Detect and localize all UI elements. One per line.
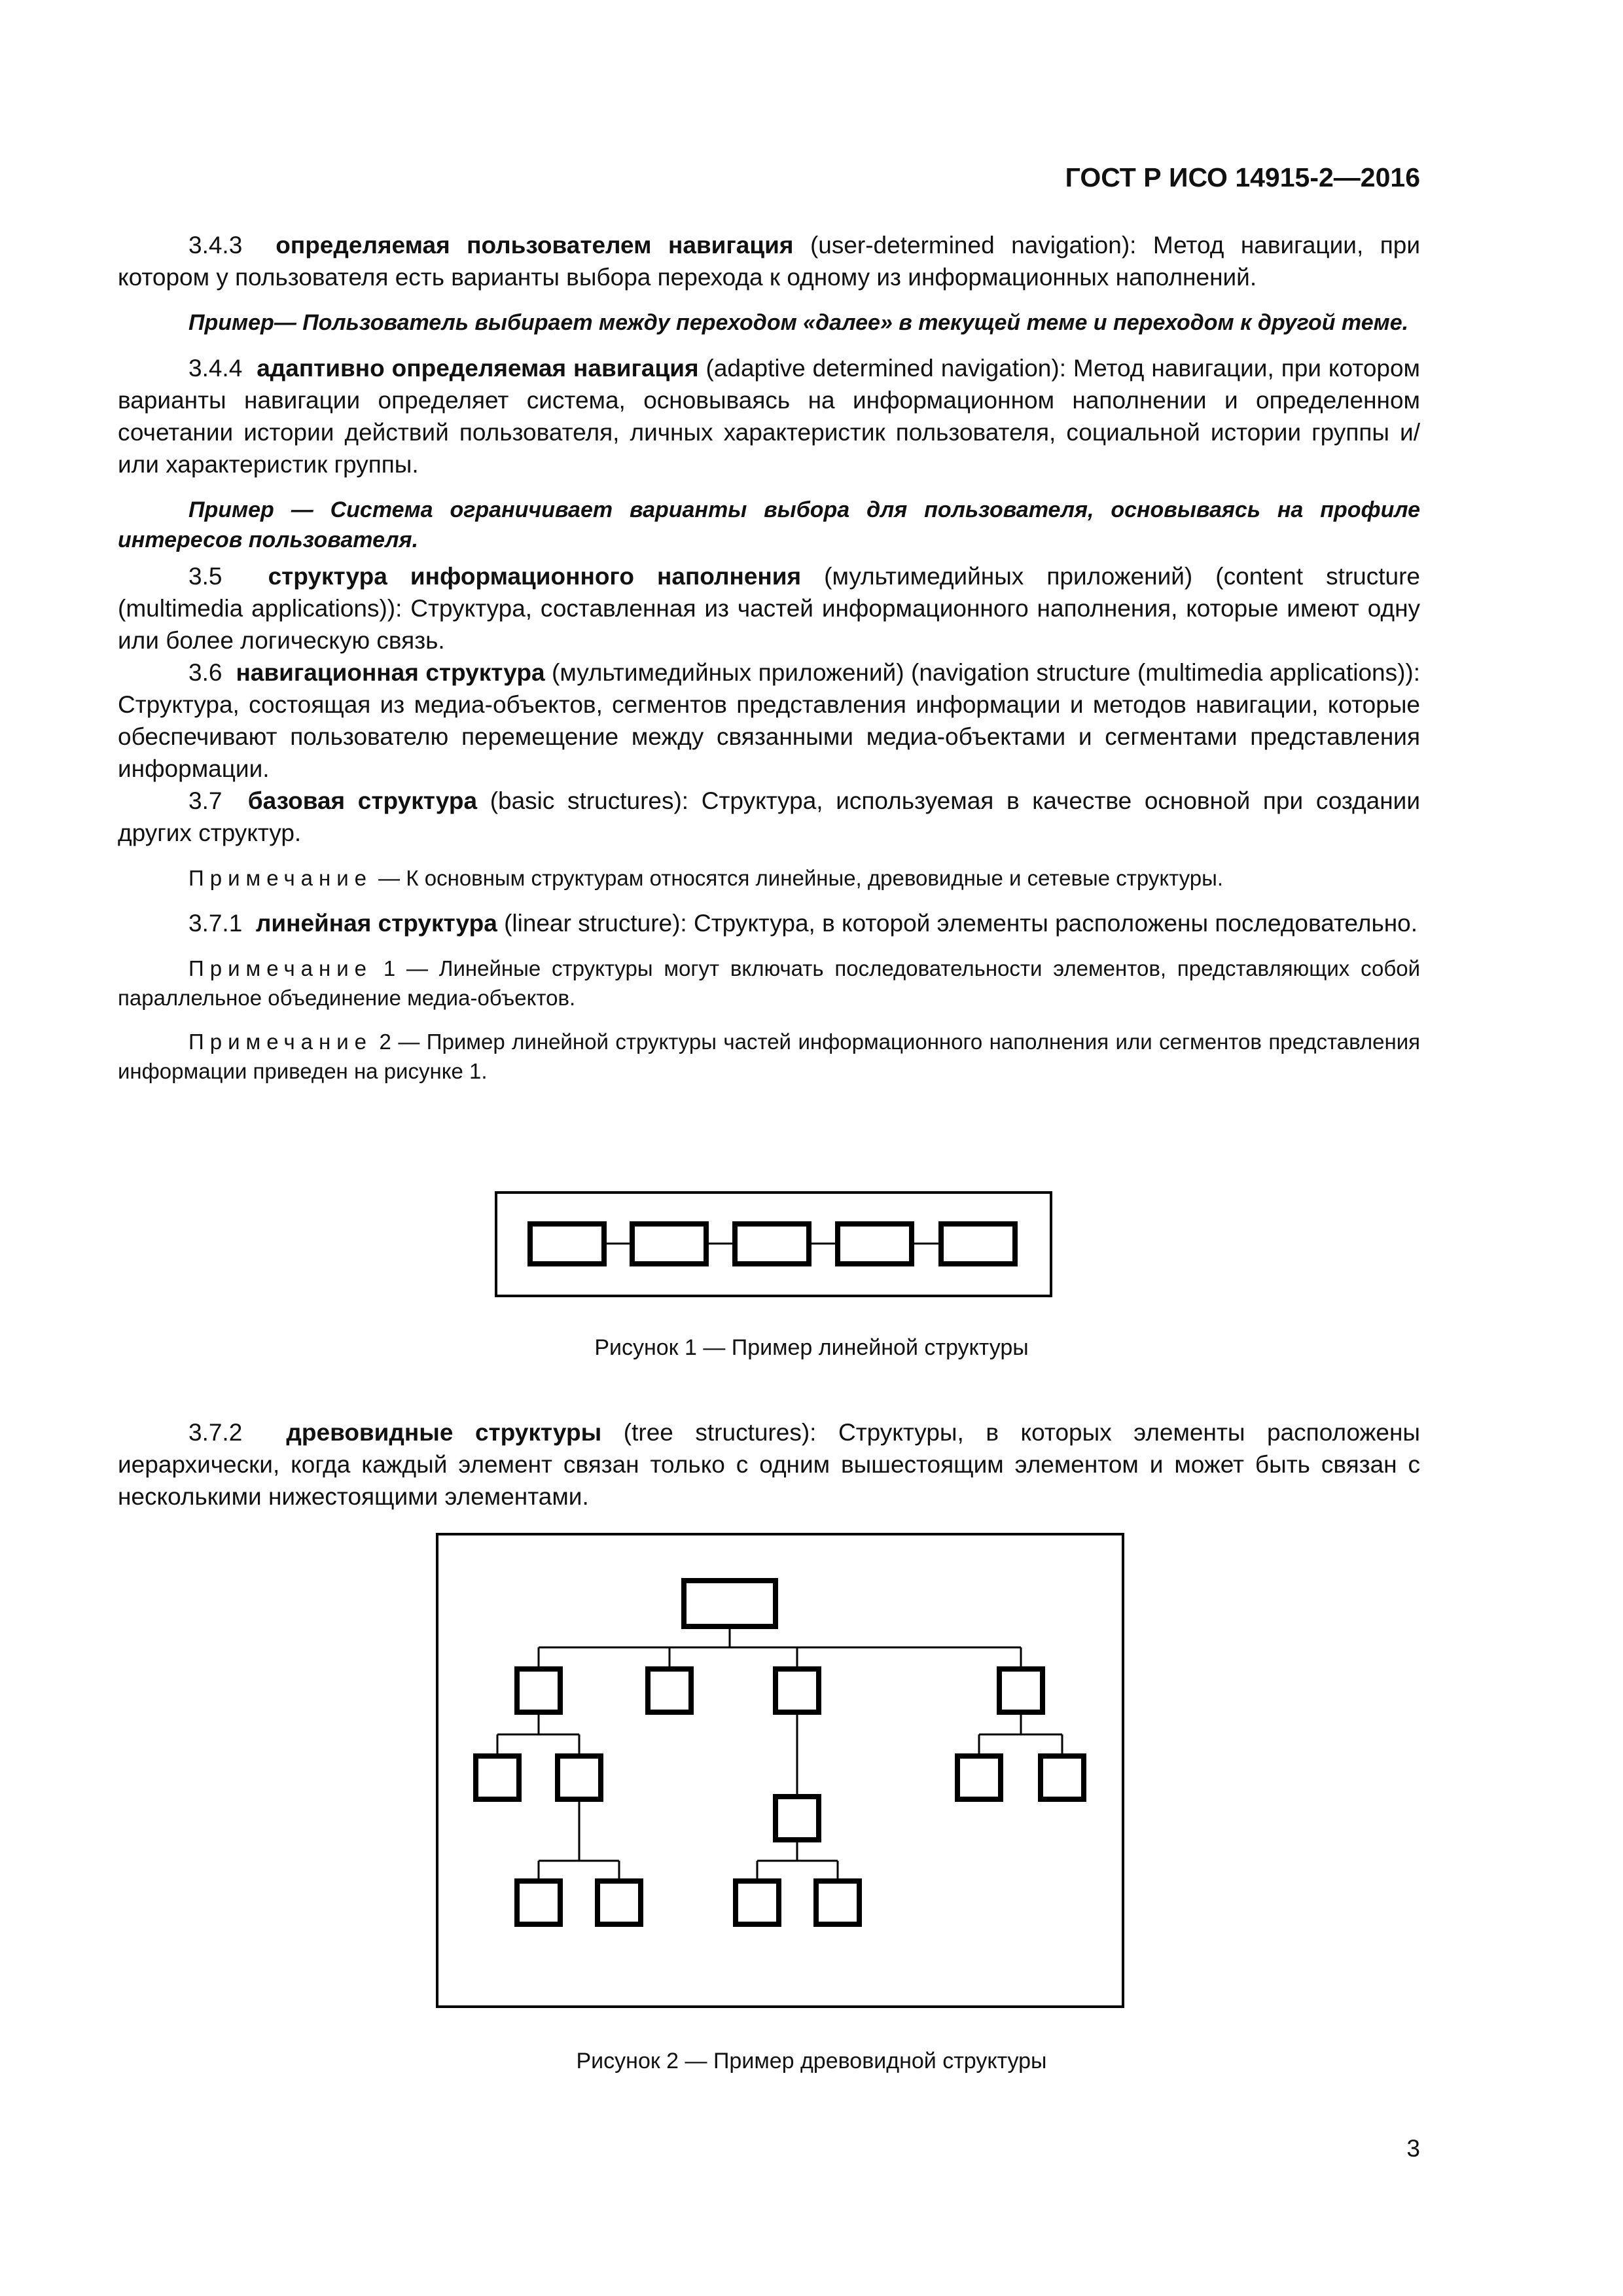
term-definition: (tree structures): Структуры, в которых элементы расположены иерархически, когда каждый элемент связан только с одним вышестоящим элементом и может быть связан с несколькими нижестоящими элементами. xyxy=(118,1419,1421,1510)
term-number: 3.6 xyxy=(188,659,223,686)
page-number: 3 xyxy=(1406,2135,1420,2162)
term-number: 3.7.1 xyxy=(188,910,243,937)
tree-node xyxy=(776,1669,819,1712)
term-3-6 xyxy=(118,656,1420,785)
tree-node xyxy=(597,1881,641,1924)
linear-node xyxy=(941,1224,1015,1264)
note-label: Примечание xyxy=(188,1030,373,1054)
term-title: адаптивно определяемая навигация xyxy=(257,355,699,382)
note-text: — Линейные структуры могут включать последовательности элементов, представляющих собой параллельное объединение медиа-объектов. xyxy=(118,956,1421,1010)
tree-node xyxy=(816,1881,859,1924)
term-definition: (мультимедийных приложений) (navigation structure (multimedia applications)): Структура, состоящая из медиа-объектов, сегментов представления информации и методов навигации, которые обеспечивают пользователю перемещение между связанными медиа-объектами и сегментами представления информации. xyxy=(118,659,1421,782)
tree-node xyxy=(999,1669,1043,1712)
example-1: Пример— Пользователь выбирает между переходом «далее» в текущей теме и переходом к другой теме. xyxy=(188,310,1409,335)
linear-node xyxy=(530,1224,604,1264)
note-2 xyxy=(118,1027,1420,1086)
tree-node xyxy=(776,1797,819,1840)
term-3-7-1 xyxy=(118,907,1420,939)
term-definition: (adaptive determined navigation): Метод навигации, при котором варианты навигации определяет система, основываясь на информационном наполнении и определенном сочетании истории действий пользователя, личных характеристик пользователя, социальной истории группы и/или характеристик группы. xyxy=(118,355,1420,478)
term-number: 3.7 xyxy=(188,787,223,814)
term-3-5 xyxy=(118,560,1420,656)
term-title: определяемая пользователем навигация xyxy=(276,232,794,259)
linear-node xyxy=(735,1224,809,1264)
figure-2-frame xyxy=(437,1534,1123,2007)
example-2: Пример — Система ограничивает варианты выбора для пользователя, основываясь на профиле интересов пользователя. xyxy=(118,497,1420,552)
term-3-7-2 xyxy=(118,1416,1420,1513)
figure-2-caption: Рисунок 2 — Пример древовидной структуры xyxy=(576,2049,1047,2073)
term-number: 3.4.4 xyxy=(188,355,243,382)
tree-node xyxy=(1041,1756,1084,1799)
term-number: 3.7.2 xyxy=(188,1419,243,1446)
standard-id-header: ГОСТ Р ИСО 14915-2—2016 xyxy=(1065,162,1420,192)
term-definition: (basic structures): Структура, используемая в качестве основной при создании других структур. xyxy=(118,787,1420,846)
note-label: Примечание xyxy=(188,866,373,890)
tree-node xyxy=(517,1881,560,1924)
term-number: 3.5 xyxy=(188,563,223,590)
note-general xyxy=(118,863,1420,893)
term-number: 3.4.3 xyxy=(188,232,243,259)
tree-node-root xyxy=(684,1581,776,1626)
note-text: — Пример линейной структуры частей информационного наполнения или сегментов представления информации приведен на рисунке 1. xyxy=(118,1030,1421,1083)
note-number: 1 xyxy=(383,956,396,980)
tree-node xyxy=(648,1669,691,1712)
document-body xyxy=(118,229,1420,1086)
note-number: 2 xyxy=(379,1030,391,1054)
term-title: древовидные структуры xyxy=(286,1419,602,1446)
tree-node xyxy=(517,1669,560,1712)
document-body-2 xyxy=(118,1416,1420,1513)
term-title: навигационная структура xyxy=(236,659,545,686)
term-title: линейная структура xyxy=(255,910,497,937)
term-3-4-4 xyxy=(118,352,1420,480)
figure-1-frame xyxy=(496,1193,1051,1296)
note-1 xyxy=(118,954,1420,1013)
tree-node xyxy=(736,1881,779,1924)
term-definition: (мультимедийных приложений) (content structure (multimedia applications)): Структура, составленная из частей информационного наполнения, которые имеют одну или более логическую связь. xyxy=(118,563,1421,654)
tree-node xyxy=(476,1756,519,1799)
term-3-7 xyxy=(118,785,1420,849)
tree-node xyxy=(957,1756,1001,1799)
term-3-4-3 xyxy=(118,229,1420,293)
term-definition: (user-determined navigation): Метод навигации, при котором у пользователя есть варианты выбора перехода к одному из информационных наполнений. xyxy=(118,232,1420,291)
linear-node xyxy=(632,1224,706,1264)
note-label: Примечание xyxy=(188,956,373,980)
figure-1-caption: Рисунок 1 — Пример линейной структуры xyxy=(594,1335,1029,1360)
term-title: структура информационного наполнения xyxy=(268,563,802,590)
term-definition: (linear structure): Структура, в которой элементы расположены последовательно. xyxy=(497,910,1418,937)
linear-node xyxy=(838,1224,912,1264)
tree-node xyxy=(558,1756,601,1799)
note-text: — К основным структурам относятся линейные, древовидные и сетевые структуры. xyxy=(372,866,1224,890)
term-title: базовая структура xyxy=(247,787,478,814)
